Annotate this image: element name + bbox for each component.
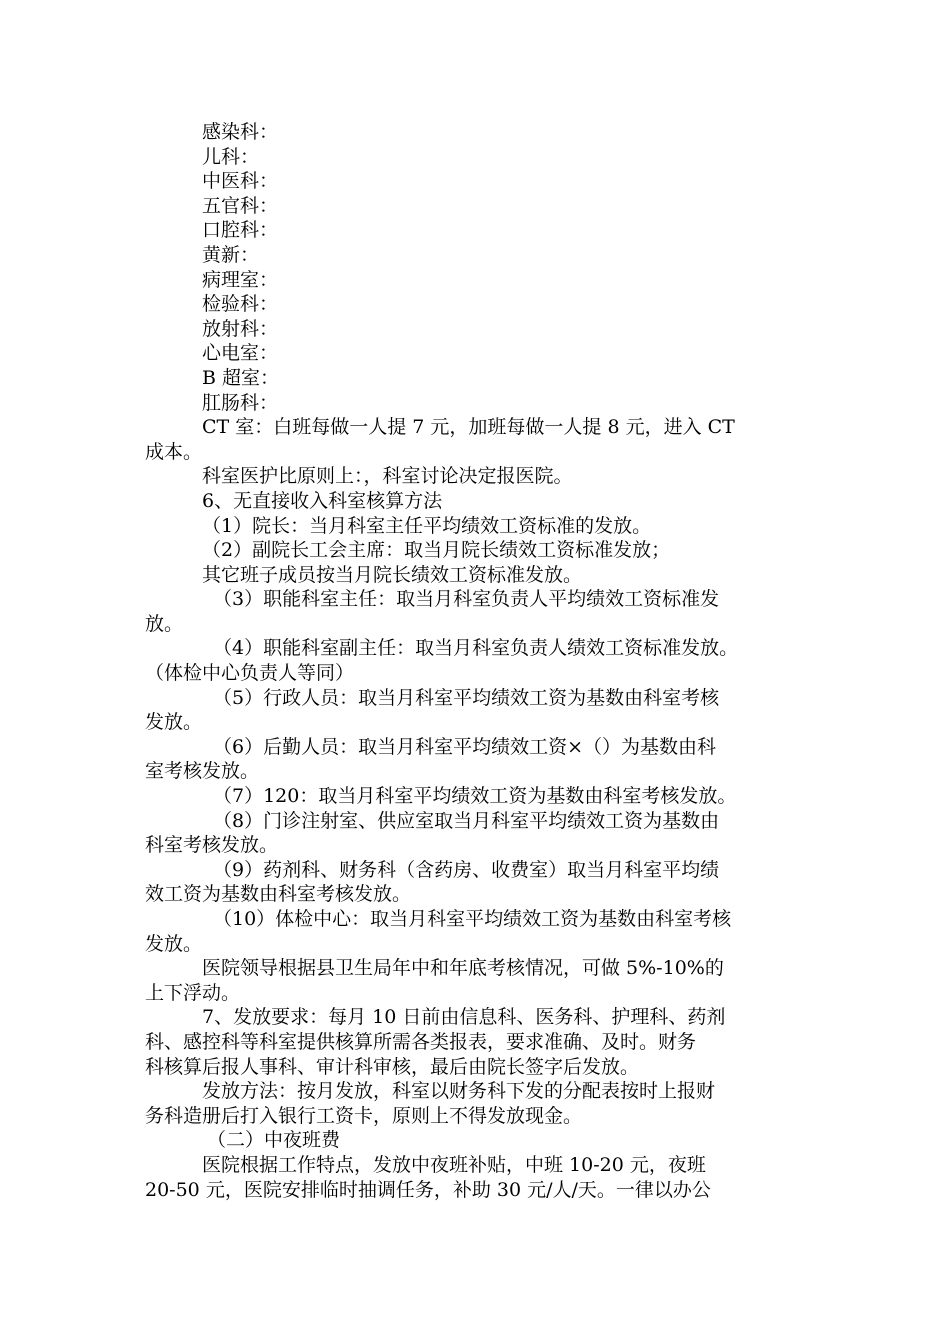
text-line: 感染科：: [202, 121, 279, 143]
text-line: （7）120：取当月科室平均绩效工资为基数由科室考核发放。: [213, 785, 737, 808]
text-line: 科、感控科等科室提供核算所需各类报表，要求准确、及时。财务: [145, 1030, 697, 1053]
text-line: 7、发放要求：每月 10 日前由信息科、医务科、护理科、药剂: [202, 1006, 726, 1029]
text-line: 科核算后报人事科、审计科审核，最后由院长签字后发放。: [145, 1055, 640, 1078]
text-line: 口腔科：: [202, 219, 279, 242]
text-line: 五官科：: [202, 194, 279, 217]
text-line: 效工资为基数由科室考核发放。: [145, 883, 412, 906]
text-line: 放射科：: [202, 317, 279, 340]
text-line: 中医科：: [202, 170, 279, 193]
text-line: 6、无直接收入科室核算方法: [202, 489, 443, 512]
text-line: （2）副院长工会主席：取当月院长绩效工资标准发放；: [202, 539, 671, 562]
text-line: 病理室：: [202, 268, 279, 291]
text-line: （1）院长：当月科室主任平均绩效工资标准的发放。: [202, 514, 652, 537]
text-line: （二）中夜班费: [207, 1129, 341, 1152]
text-line: （10）体检中心：取当月科室平均绩效工资为基数由科室考核: [213, 908, 732, 930]
text-line: 上下浮动。: [145, 981, 241, 1004]
text-line: 发放。: [145, 711, 203, 734]
text-line: 成本。: [145, 440, 203, 463]
text-line: （5）行政人员：取当月科室平均绩效工资为基数由科室考核: [213, 686, 720, 709]
text-line: 科室医护比原则上：，科室讨论决定报医院。: [202, 465, 573, 488]
text-line: 务科造册后打入银行工资卡，原则上不得发放现金。: [145, 1104, 583, 1127]
text-line: B 超室：: [202, 366, 280, 389]
text-line: CT 室：白班每做一人提 7 元，加班每做一人提 8 元，进入 CT: [202, 416, 735, 439]
text-line: 发放。: [145, 932, 203, 955]
text-line: 其它班子成员按当月院长绩效工资标准发放。: [202, 563, 583, 586]
text-line: 心电室：: [202, 342, 279, 365]
text-line: 医院根据工作特点，发放中夜班补贴，中班 10-20 元，夜班: [202, 1153, 706, 1176]
text-line: 黄新：: [202, 243, 260, 266]
document-body: [145, 120, 815, 1202]
text-line: 医院领导根据县卫生局年中和年底考核情况，可做 5%-10%的: [202, 957, 724, 980]
text-line: （9）药剂科、财务科（含药房、收费室）取当月科室平均绩: [213, 858, 720, 881]
text-line: （3）职能科室主任：取当月科室负责人平均绩效工资标准发: [213, 588, 720, 611]
text-line: （4）职能科室副主任：取当月科室负责人绩效工资标准发放。: [213, 637, 739, 660]
text-line: （8）门诊注射室、供应室取当月科室平均绩效工资为基数由: [213, 809, 720, 832]
text-line: （体检中心负责人等同）: [145, 662, 355, 685]
text-line: 科室考核发放。: [145, 834, 279, 857]
text-line: 检验科：: [202, 293, 279, 316]
text-line: 放。: [145, 612, 184, 635]
text-line: 20-50 元，医院安排临时抽调任务，补助 30 元/人/天。一律以办公: [145, 1178, 711, 1201]
text-line: 发放方法：按月发放，科室以财务科下发的分配表按时上报财: [202, 1080, 716, 1103]
text-line: （6）后勤人员：取当月科室平均绩效工资×（）为基数由科: [213, 735, 717, 758]
text-line: 室考核发放。: [145, 760, 260, 783]
text-line: 儿科：: [202, 145, 260, 168]
text-line: 肛肠科：: [202, 391, 279, 414]
